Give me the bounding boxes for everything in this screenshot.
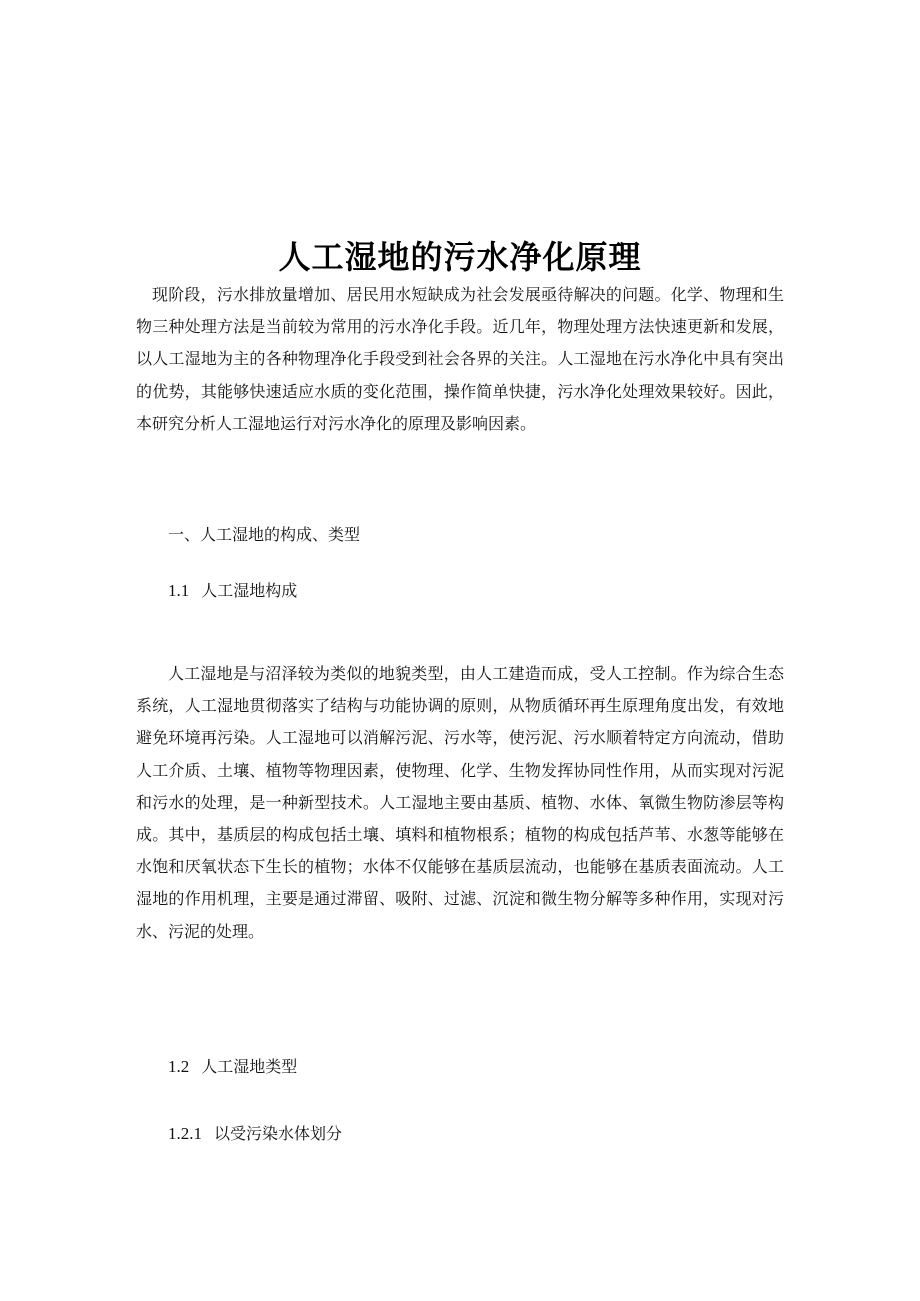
- section-1-2-1-number: 1.2.1: [168, 1124, 202, 1143]
- section-1-2-title: 人工湿地类型: [201, 1057, 298, 1076]
- section-1-1-paragraph: 人工湿地是与沼泽较为类似的地貌类型，由人工建造而成，受人工控制。作为综合生态系统，人工湿地贯彻落实了结构与功能协调的原则，从物质循环再生原理角度出发，有效地避免环境再污染。人工湿地可以消解污泥、污水等，使污泥、污水顺着特定方向流动，借助人工介质、土壤、植物等物理因素，使物理、化学、生物发挥协同性作用，从而实现对污泥和污水的处理，是一种新型技术。人工湿地主要由基质、植物、水体、氧微生物防渗层等构成。其中，基质层的构成包括土壤、填料和植物根系；植物的构成包括芦苇、水葱等能够在水饱和厌氧状态下生长的植物；水体不仅能够在基质层流动，也能够在基质表面流动。人工湿地的作用机理，主要是通过滞留、吸附、过滤、沉淀和微生物分解等多种作用，实现对污水、污泥的处理。: [136, 664, 784, 941]
- intro-paragraph: 现阶段，污水排放量增加、居民用水短缺成为社会发展亟待解决的问题。化学、物理和生物三种处理方法是当前较为常用的污水净化手段。近几年，物理处理方法快速更新和发展，以人工湿地为主的各种物理净化手段受到社会各界的关注。人工湿地在污水净化中具有突出的优势，其能够快速适应水质的变化范围，操作简单快捷，污水净化处理效果较好。因此，本研究分析人工湿地运行对污水净化的原理及影响因素。: [136, 285, 784, 433]
- section-1-1-heading: [168, 579, 297, 603]
- section-1-2-heading: [168, 1055, 297, 1079]
- document-title: 人工湿地的污水净化原理: [278, 238, 642, 277]
- section-1-2-1-title: 以受污染水体划分: [214, 1124, 343, 1143]
- section-1-2-1-heading: [168, 1122, 342, 1146]
- section-1-1-number: 1.1: [168, 581, 190, 600]
- section-1-2-number: 1.2: [168, 1057, 190, 1076]
- section-1-heading: 一、人工湿地的构成、类型: [168, 525, 361, 544]
- section-1-1-title: 人工湿地构成: [201, 581, 298, 600]
